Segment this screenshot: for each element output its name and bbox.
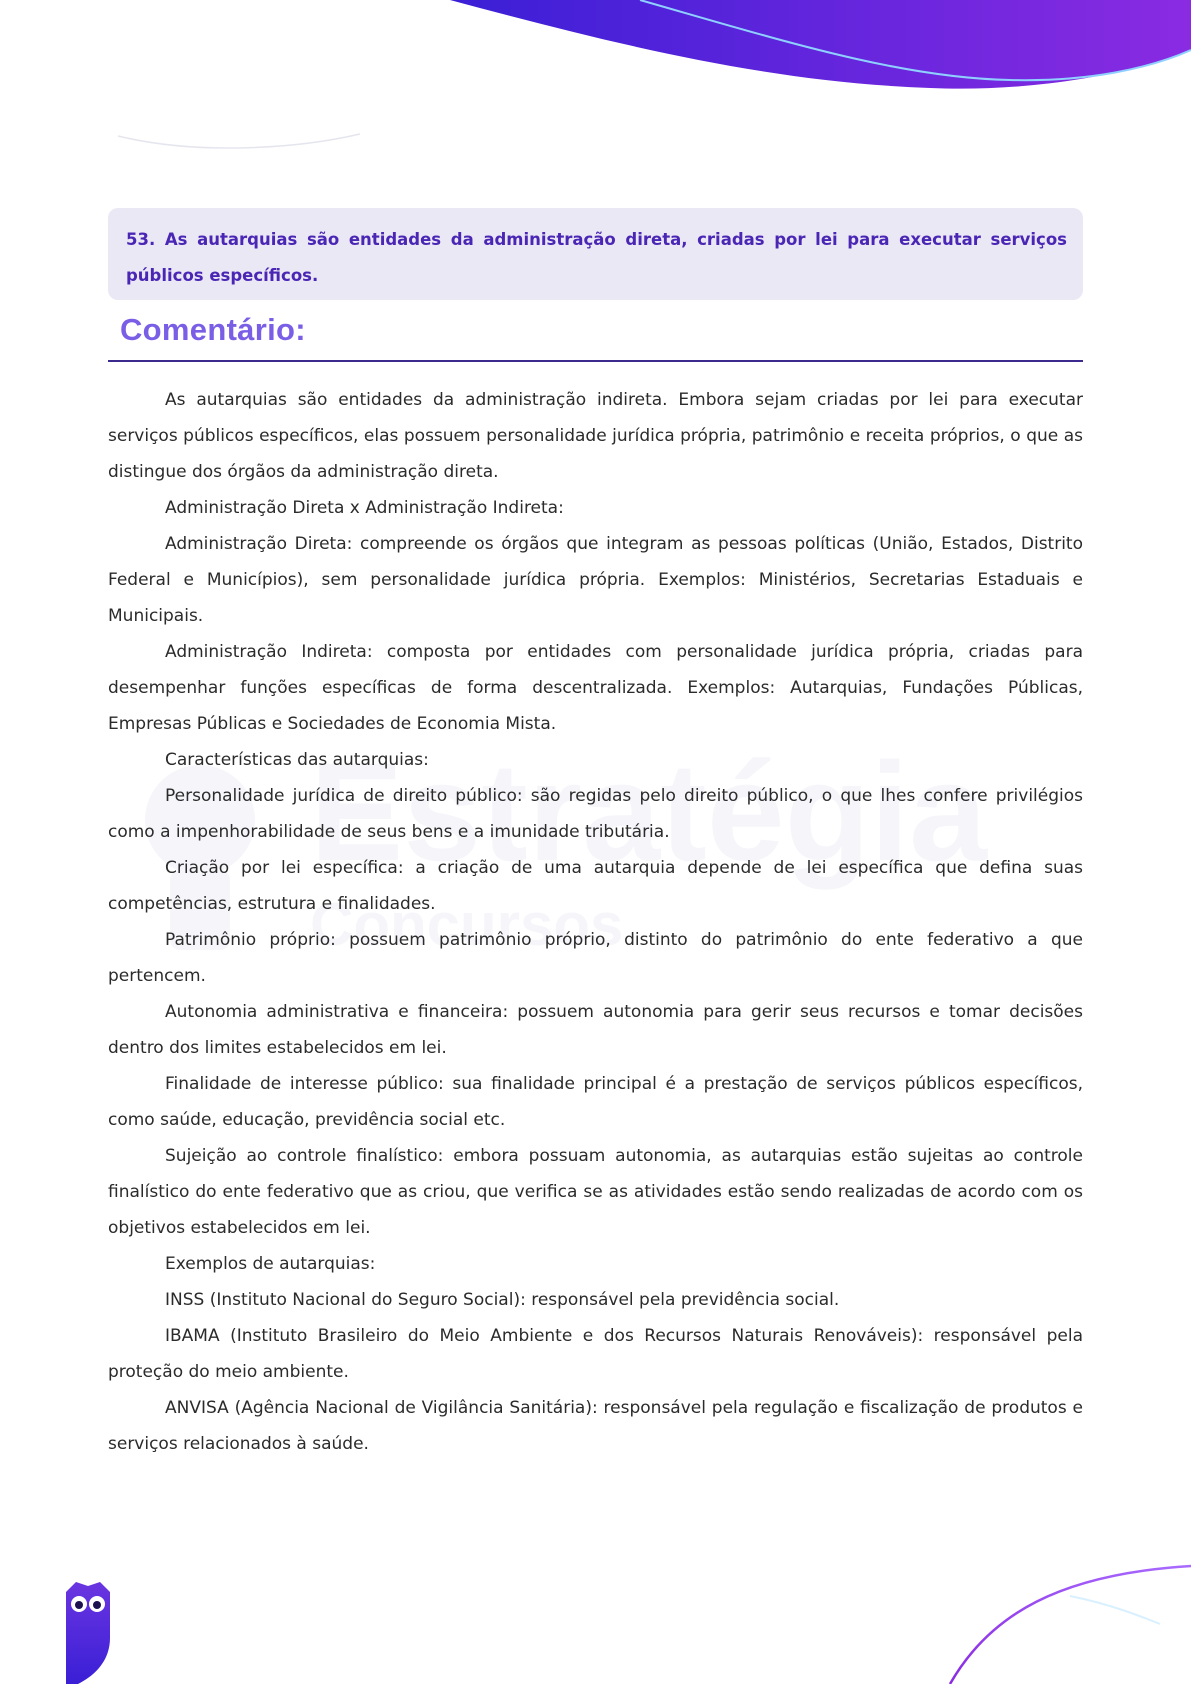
question-text: 53. As autarquias são entidades da administração direta, criadas por lei para executar serviços públicos específicos. [126,230,1067,285]
paragraph-finalistic-control: Sujeição ao controle finalístico: embora possuam autonomia, as autarquias estão sujeitas ao controle finalístico do ente federativo que as criou, que verifica se as atividades estão sendo realizadas de acordo com os objetivos estabelecidos em lei. [108,1146,1083,1238]
question-box [108,208,1083,300]
paragraph-autonomy: Autonomia administrativa e financeira: possuem autonomia para gerir seus recursos e tomar decisões dentro dos limites estabelecidos em lei. [108,1002,1083,1058]
paragraph-direct-administration: Administração Direta: compreende os órgãos que integram as pessoas políticas (União, Estados, Distrito Federal e Municípios), sem personalidade jurídica própria. Exemplos: Ministérios, Secretarias Estaduais e Municipais. [108,534,1083,626]
commentary-body [108,382,1083,1462]
paragraph-examples-title: Exemplos de autarquias: [165,1254,376,1274]
paragraph-example-inss: INSS (Instituto Nacional do Seguro Social): responsável pela previdência social. [165,1290,840,1310]
footer-decoration [0,1544,1191,1684]
paragraph-creation-by-law: Criação por lei específica: a criação de uma autarquia depende de lei específica que defina suas competências, estrutura e finalidades. [108,858,1083,914]
paragraph-direct-vs-indirect: Administração Direta x Administração Indireta: [165,498,564,518]
commentary-heading: Comentário: [120,312,306,347]
paragraph-example-ibama: IBAMA (Instituto Brasileiro do Meio Ambiente e dos Recursos Naturais Renováveis): responsável pela proteção do meio ambiente. [108,1326,1083,1382]
paragraph-intro: As autarquias são entidades da administração indireta. Embora sejam criadas por lei para executar serviços públicos específicos, elas possuem personalidade jurídica própria, patrimônio e receita próprios, o que as distingue dos órgãos da administração direta. [108,390,1083,482]
paragraph-legal-personality: Personalidade jurídica de direito público: são regidas pelo direito público, o que lhes confere privilégios como a impenhorabilidade de seus bens e a imunidade tributária. [108,786,1083,842]
paragraph-characteristics-title: Características das autarquias: [165,750,429,770]
paragraph-public-interest: Finalidade de interesse público: sua finalidade principal é a prestação de serviços públicos específicos, como saúde, educação, previdência social etc. [108,1074,1083,1130]
owl-logo-icon [62,1578,114,1684]
header-decoration [0,0,1191,170]
paragraph-own-assets: Patrimônio próprio: possuem patrimônio próprio, distinto do patrimônio do ente federativo a que pertencem. [108,930,1083,986]
paragraph-example-anvisa: ANVISA (Agência Nacional de Vigilância Sanitária): responsável pela regulação e fiscalização de produtos e serviços relacionados à saúde. [108,1398,1083,1454]
heading-divider [108,360,1083,362]
paragraph-indirect-administration: Administração Indireta: composta por entidades com personalidade jurídica própria, criadas para desempenhar funções específicas de forma descentralizada. Exemplos: Autarquias, Fundações Públicas, Empresas Públicas e Sociedades de Economia Mista. [108,642,1083,734]
